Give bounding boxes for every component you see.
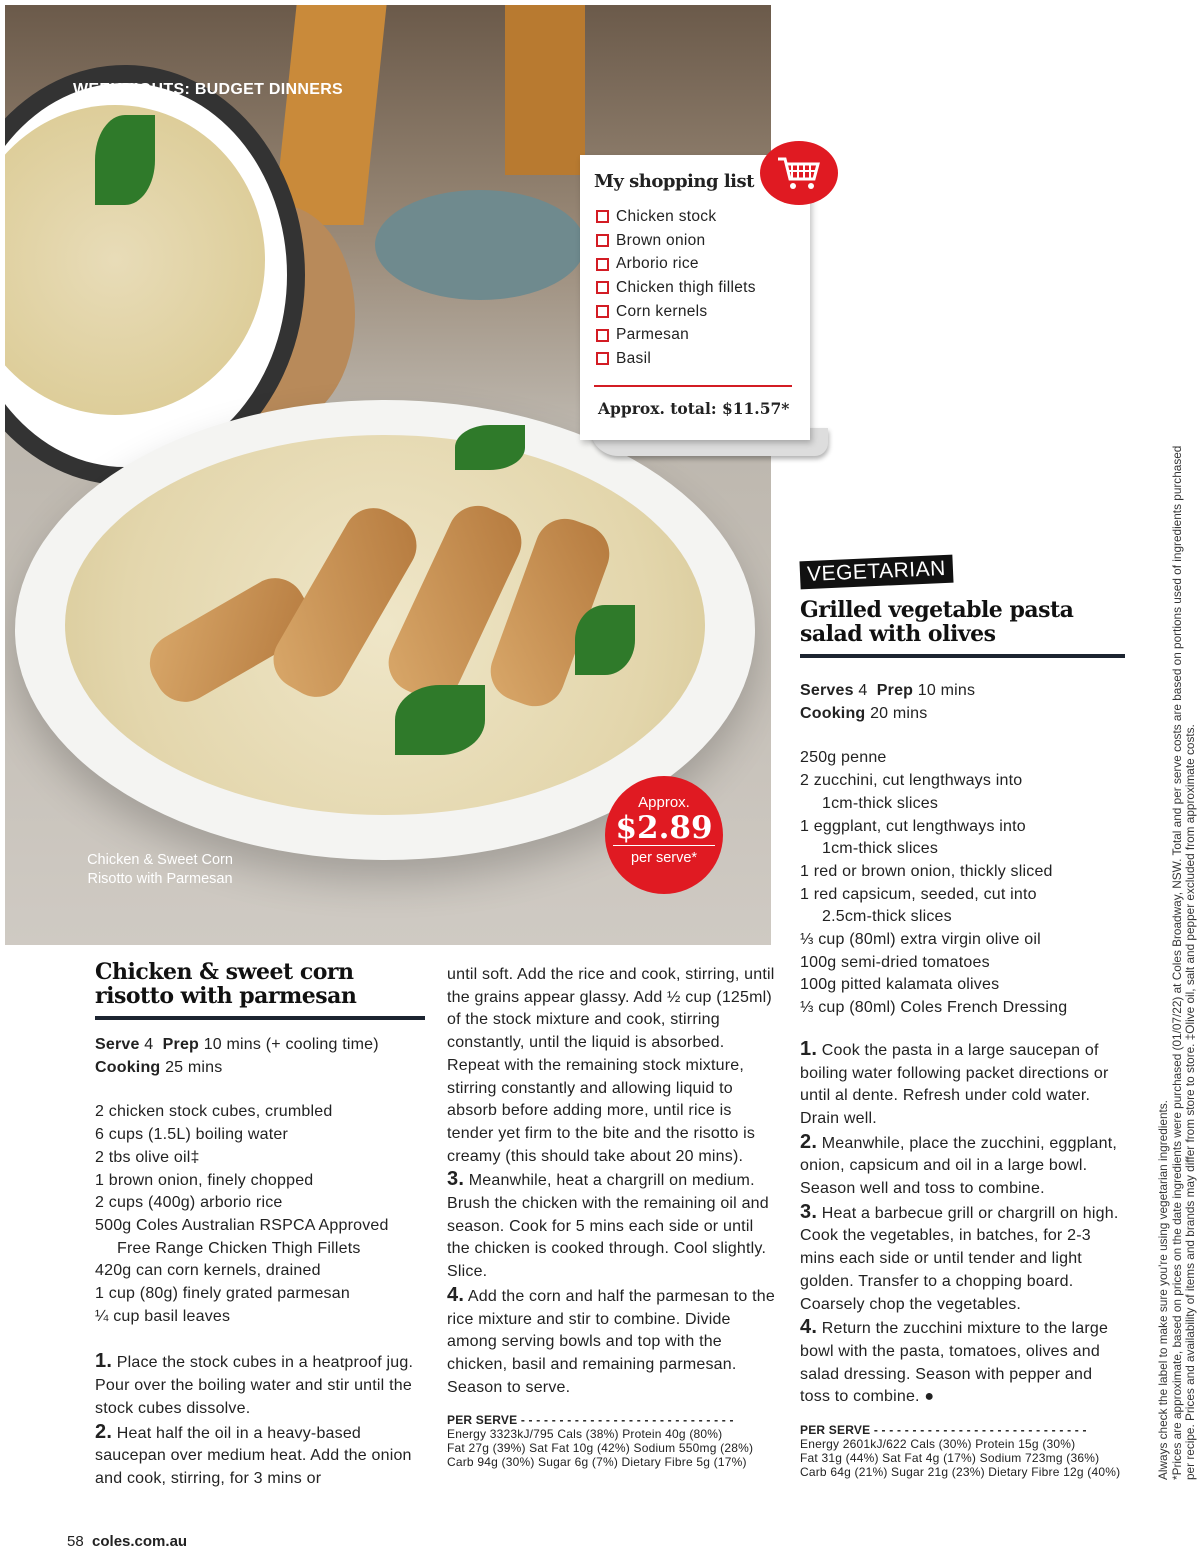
recipe2-method <box>800 1038 1125 1409</box>
vegetarian-note: Always check the label to make sure you're using vegetarian ingredients. <box>1156 1100 1170 1480</box>
ingredient: ⅓ cup (80ml) extra virgin olive oil <box>800 931 1041 949</box>
method-step <box>800 1131 1125 1201</box>
serve-value: 4 <box>144 1036 154 1053</box>
item-label: Corn kernels <box>616 302 708 320</box>
per-serve-label: PER SERVE - - - - - - - - - - - - - - - - - - - - - - - - - - - - <box>447 1413 734 1428</box>
nutrition-line: Energy 3323kJ/795 Cals (38%) Protein 40g (80%) <box>447 1427 723 1442</box>
checkbox-icon <box>596 281 609 294</box>
ingredient: 1 cup (80g) finely grated parmesan <box>95 1285 350 1303</box>
ingredient: 2 tbs olive oil‡ <box>95 1148 200 1166</box>
checkbox-icon <box>596 305 609 318</box>
page-number: 58 <box>67 1533 84 1550</box>
method-step <box>447 1284 777 1400</box>
method-step <box>95 1421 425 1491</box>
recipe2-title: Grilled vegetable pasta salad with olives <box>800 597 1074 647</box>
ingredient: 2 zucchini, cut lengthways into <box>800 772 1023 790</box>
per-serve-box <box>800 1423 1125 1479</box>
serve-label: Serves <box>800 682 854 699</box>
list-item <box>596 300 756 324</box>
shopping-list-title: My shopping list <box>594 171 754 192</box>
step-number: 2. <box>800 1130 818 1153</box>
ingredient: 500g Coles Australian RSPCA Approved <box>95 1216 389 1234</box>
per-serve-label: PER SERVE - - - - - - - - - - - - - - - - - - - - - - - - - - - - <box>800 1423 1087 1438</box>
recipe2-column <box>800 598 1125 1479</box>
step-text: Meanwhile, place the zucchini, eggplant, onion, capsicum and oil in a large bowl. Season well and toss to combine. <box>800 1134 1118 1198</box>
step-number: 4. <box>800 1316 818 1339</box>
checkbox-icon <box>596 329 609 342</box>
recipe2-ingredients <box>800 747 1125 1019</box>
badge-per-serve: per serve* <box>630 850 698 866</box>
ingredient: 1cm-thick slices <box>822 840 939 858</box>
method-step <box>447 1168 777 1284</box>
step-text: Return the zucchini mixture to the large bowl with the pasta, tomatoes, olives and salad dressing. Season with pepper and toss to combine. <box>800 1320 1109 1406</box>
prep-value: 10 mins (+ cooling time) <box>203 1036 379 1053</box>
side-note <box>1157 430 1198 1480</box>
price-disclaimer: *Prices are approximate, based on prices on the date ingredients were purchased (01/07/22) at Coles Broadway, NSW. Total and per serve costs are based on portions used of ingredients purchased per recipe. Prices and availability of items and brands may differ from store to store. ‡Olive oil, salt and pepper excluded from approximate costs. <box>1169 445 1197 1480</box>
ingredient: 250g penne <box>800 749 887 767</box>
ingredient: 100g semi-dried tomatoes <box>800 953 990 971</box>
serve-label: Serve <box>95 1036 140 1053</box>
step-text: until soft. Add the rice and cook, stirring, until the grains appear glassy. Add ½ cup (125ml) of the stock mixture and cook, stirring constantly, until the liquid is absorbed. Repeat with the remaining stock mixture, stirring constantly and allowing liquid to absorb before adding more, until rice is tender yet firm to the bite and the risotto is creamy (this should take about 20 mins). <box>447 966 775 1165</box>
basil-bowl <box>375 190 585 300</box>
photo-caption: Chicken & Sweet Corn Risotto with Parmesan <box>87 852 233 887</box>
ingredient: 1 brown onion, finely chopped <box>95 1171 314 1189</box>
item-label: Arborio rice <box>616 255 699 273</box>
shopping-total: Approx. total: $11.57* <box>598 399 790 418</box>
chair-leg <box>505 5 585 175</box>
step-text: Heat a barbecue grill or chargrill on high. Cook the vegetables, in batches, for 2-3 mins each side or until tender and light golden. Transfer to a chopping board. Coarsely chop the vegetables. <box>800 1204 1119 1313</box>
basil-leaf <box>455 425 525 470</box>
title-rule <box>800 654 1125 658</box>
checkbox-icon <box>596 352 609 365</box>
step-number: 2. <box>95 1420 113 1443</box>
step-text: Heat half the oil in a heavy-based saucepan over medium heat. Add the onion and cook, stirring, for 3 mins or <box>95 1424 412 1487</box>
footer <box>67 1533 187 1550</box>
basil-leaf <box>395 685 485 755</box>
ingredient: 1 red or brown onion, thickly sliced <box>800 862 1053 880</box>
checkbox-icon <box>596 234 609 247</box>
nutrition-line: Carb 64g (21%) Sugar 21g (23%) Dietary Fibre 12g (40%) <box>800 1465 1121 1480</box>
ingredient: 2.5cm-thick slices <box>822 908 952 926</box>
item-label: Chicken thigh fillets <box>616 278 756 296</box>
title-rule <box>95 1016 425 1020</box>
step-number: 1. <box>800 1037 818 1060</box>
step-text: Add the corn and half the parmesan to the rice mixture and stir to combine. Divide among serving bowls and top with the chicken, basil and remaining parmesan. Season to serve. <box>447 1287 775 1396</box>
per-serve-box <box>447 1413 777 1469</box>
method-step <box>800 1316 1125 1409</box>
serve-value: 4 <box>858 682 868 699</box>
end-mark-icon: ● <box>924 1388 935 1406</box>
ingredient: ¼ cup basil leaves <box>95 1307 231 1325</box>
item-label: Basil <box>616 349 652 367</box>
list-item <box>596 347 756 371</box>
ingredient: 6 cups (1.5L) boiling water <box>95 1126 289 1144</box>
price-badge <box>605 776 723 894</box>
checkbox-icon <box>596 210 609 223</box>
ingredient: 1 red capsicum, seeded, cut into <box>800 885 1037 903</box>
recipe1-meta <box>95 1034 425 1079</box>
recipe1-method <box>95 1350 425 1490</box>
list-item <box>596 229 756 253</box>
recipe1-ingredients <box>95 1101 425 1328</box>
recipe1-column-2 <box>447 964 777 1469</box>
recipe1-title: Chicken & sweet corn risotto with parmesan <box>95 959 357 1009</box>
step-number: 1. <box>95 1350 113 1373</box>
list-item <box>596 276 756 300</box>
nutrition-line: Energy 2601kJ/622 Cals (30%) Protein 15g (30%) <box>800 1437 1076 1452</box>
step-text: Place the stock cubes in a heatproof jug. Pour over the boiling water and stir until the stock cubes dissolve. <box>95 1354 414 1417</box>
ingredient: 420g can corn kernels, drained <box>95 1262 321 1280</box>
checkbox-icon <box>596 258 609 271</box>
ingredient: 2 cups (400g) arborio rice <box>95 1194 283 1212</box>
ingredient: 2 chicken stock cubes, crumbled <box>95 1103 333 1121</box>
shopping-list-items <box>596 205 756 371</box>
list-item <box>596 205 756 229</box>
method-step <box>800 1201 1125 1317</box>
divider <box>594 385 792 387</box>
cooking-label: Cooking <box>95 1058 161 1076</box>
site-link[interactable]: coles.com.au <box>92 1533 188 1550</box>
prep-label: Prep <box>876 682 914 699</box>
prep-value: 10 mins <box>917 682 976 699</box>
step-number: 3. <box>447 1168 465 1191</box>
recipe2-meta <box>800 680 1125 725</box>
cooking-value: 25 mins <box>165 1058 223 1076</box>
prep-label: Prep <box>162 1036 200 1053</box>
ingredient: Free Range Chicken Thigh Fillets <box>117 1239 361 1257</box>
cooking-label: Cooking <box>800 704 866 722</box>
step-text: Meanwhile, heat a chargrill on medium. Brush the chicken with the remaining oil and season. Cook for 5 mins each side or until the chicken is cooked through. Cool slightly. Slice. <box>447 1172 769 1281</box>
nutrition-line: Carb 94g (30%) Sugar 6g (7%) Dietary Fibre 5g (17%) <box>447 1455 747 1470</box>
nutrition-line: Fat 31g (44%) Sat Fat 4g (17%) Sodium 723mg (36%) <box>800 1451 1100 1466</box>
basil-leaf <box>95 115 155 205</box>
recipe1-column-1 <box>95 960 425 1491</box>
section-kicker: WEEKNIGHTS: BUDGET DINNERS <box>73 81 344 98</box>
step-number: 4. <box>447 1283 465 1306</box>
ingredient: 1 eggplant, cut lengthways into <box>800 817 1026 835</box>
item-label: Parmesan <box>616 326 690 344</box>
badge-approx: Approx. <box>638 794 690 811</box>
item-label: Brown onion <box>616 231 706 249</box>
vegetarian-tag: VEGETARIAN <box>799 555 953 590</box>
method-step <box>95 1350 425 1420</box>
ingredient: ⅓ cup (80ml) Coles French Dressing <box>800 999 1068 1017</box>
ingredient: 100g pitted kalamata olives <box>800 976 1000 994</box>
method-step <box>800 1038 1125 1131</box>
badge-price: $2.89 <box>615 810 713 846</box>
ingredient: 1cm-thick slices <box>822 794 939 812</box>
cooking-value: 20 mins <box>870 704 928 722</box>
shopping-cart-icon <box>760 141 838 205</box>
step-text: Cook the pasta in a large saucepan of boiling water following packet directions or until al dente. Refresh under cold water. Drain well. <box>800 1041 1109 1127</box>
nutrition-line: Fat 27g (39%) Sat Fat 10g (42%) Sodium 550mg (28%) <box>447 1441 754 1456</box>
basil-leaf <box>575 605 635 675</box>
step-number: 3. <box>800 1200 818 1223</box>
list-item <box>596 323 756 347</box>
list-item <box>596 252 756 276</box>
item-label: Chicken stock <box>616 207 717 225</box>
